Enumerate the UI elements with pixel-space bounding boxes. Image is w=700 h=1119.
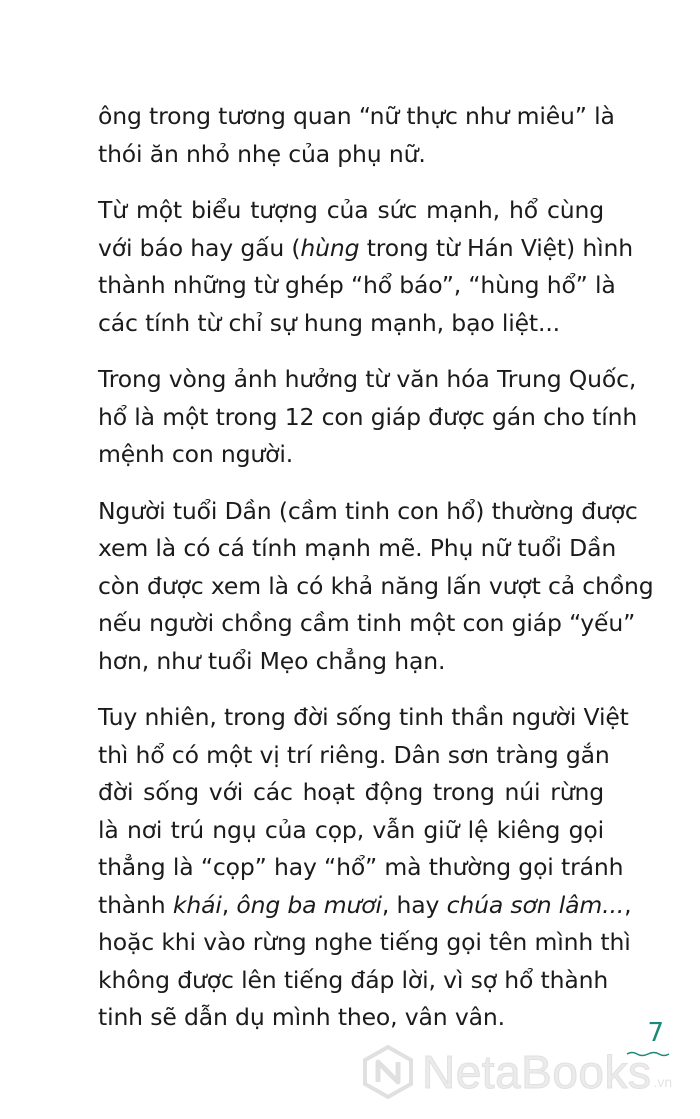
text-line: Tuy nhiên, trong đời sống tinh thần người Việt xyxy=(98,703,629,731)
text-line: còn được xem là có khả năng lấn vượt cả chồng xyxy=(98,571,654,600)
page-number: 7 xyxy=(647,1018,664,1048)
italic-term: hùng xyxy=(300,233,360,262)
paragraph-3 xyxy=(98,361,638,474)
text-line: nếu người chồng cầm tinh một con giáp “yếu” xyxy=(98,609,636,637)
text-line: Trong vòng ảnh hưởng từ văn hóa Trung Quốc, xyxy=(98,365,637,393)
paragraph-4 xyxy=(98,493,654,681)
text-line: mệnh con người. xyxy=(98,440,294,468)
text-line: thì hổ có một vị trí riêng. Dân sơn tràng gắn xyxy=(98,740,610,769)
text-line xyxy=(98,230,633,268)
text-run: với báo hay gấu ( xyxy=(98,233,301,262)
text-line: hoặc khi vào rừng nghe tiếng gọi tên mình thì xyxy=(98,928,631,956)
text-run: trong từ Hán Việt) hình xyxy=(359,233,633,262)
text-line xyxy=(98,887,632,925)
watermark-suffix: .vn xyxy=(653,1074,673,1090)
paragraph-5 xyxy=(98,699,632,1037)
text-run: thành xyxy=(98,890,173,919)
netabooks-logo-icon xyxy=(360,1044,416,1100)
text-line: không được lên tiếng đáp lời, vì sợ hổ thành xyxy=(98,965,609,994)
watermark-brand: NetaBooks xyxy=(422,1046,652,1098)
paragraph-2 xyxy=(98,192,633,342)
text-line: Từ một biểu tượng của sức mạnh, hổ cùng xyxy=(98,196,604,224)
watermark xyxy=(360,1042,690,1102)
text-line: thẳng là “cọp” hay “hổ” mà thường gọi tránh xyxy=(98,853,624,881)
text-line: là nơi trú ngụ của cọp, vẫn giữ lệ kiêng gọi xyxy=(98,815,604,844)
italic-term: chúa sơn lâm... xyxy=(446,890,625,919)
text-line: tinh sẽ dẫn dụ mình theo, vân vân. xyxy=(98,1003,505,1031)
italic-term: ông ba mươi xyxy=(236,890,382,919)
body-text xyxy=(98,98,654,1056)
italic-term: khái xyxy=(172,890,222,919)
text-line: ông trong tương quan “nữ thực như miêu” là xyxy=(98,102,615,130)
text-line: Người tuổi Dần (cầm tinh con hổ) thường được xyxy=(98,496,638,525)
text-line: các tính từ chỉ sự hung mạnh, bạo liệt... xyxy=(98,308,560,337)
text-run: , hay xyxy=(381,890,447,919)
text-line: hổ là một trong 12 con giáp được gán cho tính xyxy=(98,402,638,431)
text-line: hơn, như tuổi Mẹo chẳng hạn. xyxy=(98,646,446,675)
text-line: thói ăn nhỏ nhẹ của phụ nữ. xyxy=(98,139,426,168)
text-line: thành những từ ghép “hổ báo”, “hùng hổ” là xyxy=(98,271,616,299)
text-line: đời sống với các hoạt động trong núi rừng xyxy=(98,778,604,806)
text-line: xem là có cá tính mạnh mẽ. Phụ nữ tuổi Dần xyxy=(98,534,617,562)
text-run: , xyxy=(221,890,237,919)
text-run: , xyxy=(624,890,632,919)
paragraph-1 xyxy=(98,98,615,173)
